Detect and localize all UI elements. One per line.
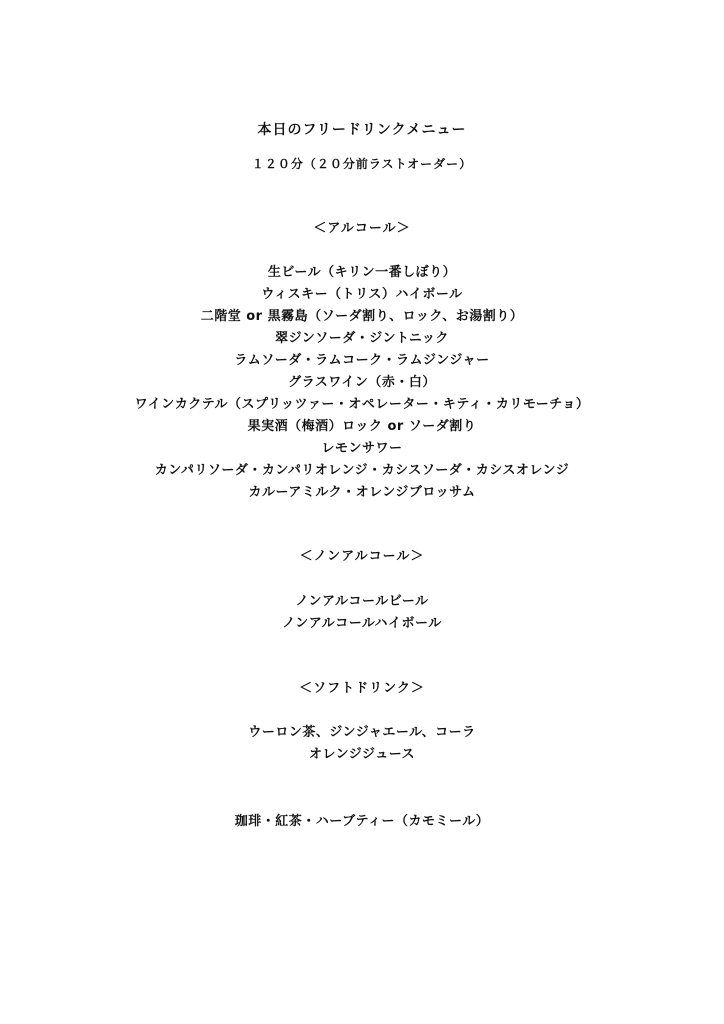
non-alcohol-section-header: ＜ノンアルコール＞ (299, 549, 425, 564)
page-title: 本日のフリードリンクメニュー (257, 122, 467, 138)
alcohol-item: 生ビール（キリン一番しぼり） (267, 265, 457, 280)
alcohol-item: 翠ジンソーダ・ジントニック (275, 331, 449, 346)
alcohol-item: 二階堂 or 黒霧島（ソーダ割り、ロック、お湯割り） (200, 309, 524, 324)
alcohol-section-header: ＜アルコール＞ (313, 221, 411, 236)
alcohol-item: ワインカクテル（スプリッツァー・オペレーター・キティ・カリモーチョ） (134, 397, 590, 412)
alcohol-item: カンパリソーダ・カンパリオレンジ・カシスソーダ・カシスオレンジ (154, 463, 570, 478)
non-alcohol-item: ノンアルコールビール (295, 594, 429, 609)
alcohol-item: ラムソーダ・ラムコーク・ラムジンジャー (234, 353, 490, 368)
alcohol-item: ウィスキー（トリス）ハイボール (261, 287, 463, 302)
alcohol-item: カルーアミルク・オレンジブロッサム (248, 485, 476, 500)
soft-drink-item: オレンジジュース (308, 747, 416, 762)
non-alcohol-item: ノンアルコールハイボール (282, 616, 442, 631)
hot-drinks-line: 珈琲・紅茶・ハーブティー（カモミール） (234, 814, 490, 829)
time-limit-note: １２０分（２０分前ラストオーダー） (251, 157, 473, 171)
alcohol-item: グラスワイン（赤・白） (288, 375, 436, 390)
alcohol-item: 果実酒（梅酒）ロック or ソーダ割り (247, 419, 477, 434)
soft-drink-section-header: ＜ソフトドリンク＞ (299, 681, 425, 696)
alcohol-item: レモンサワー (321, 441, 403, 456)
soft-drink-item: ウーロン茶、ジンジャエール、コーラ (248, 725, 476, 740)
